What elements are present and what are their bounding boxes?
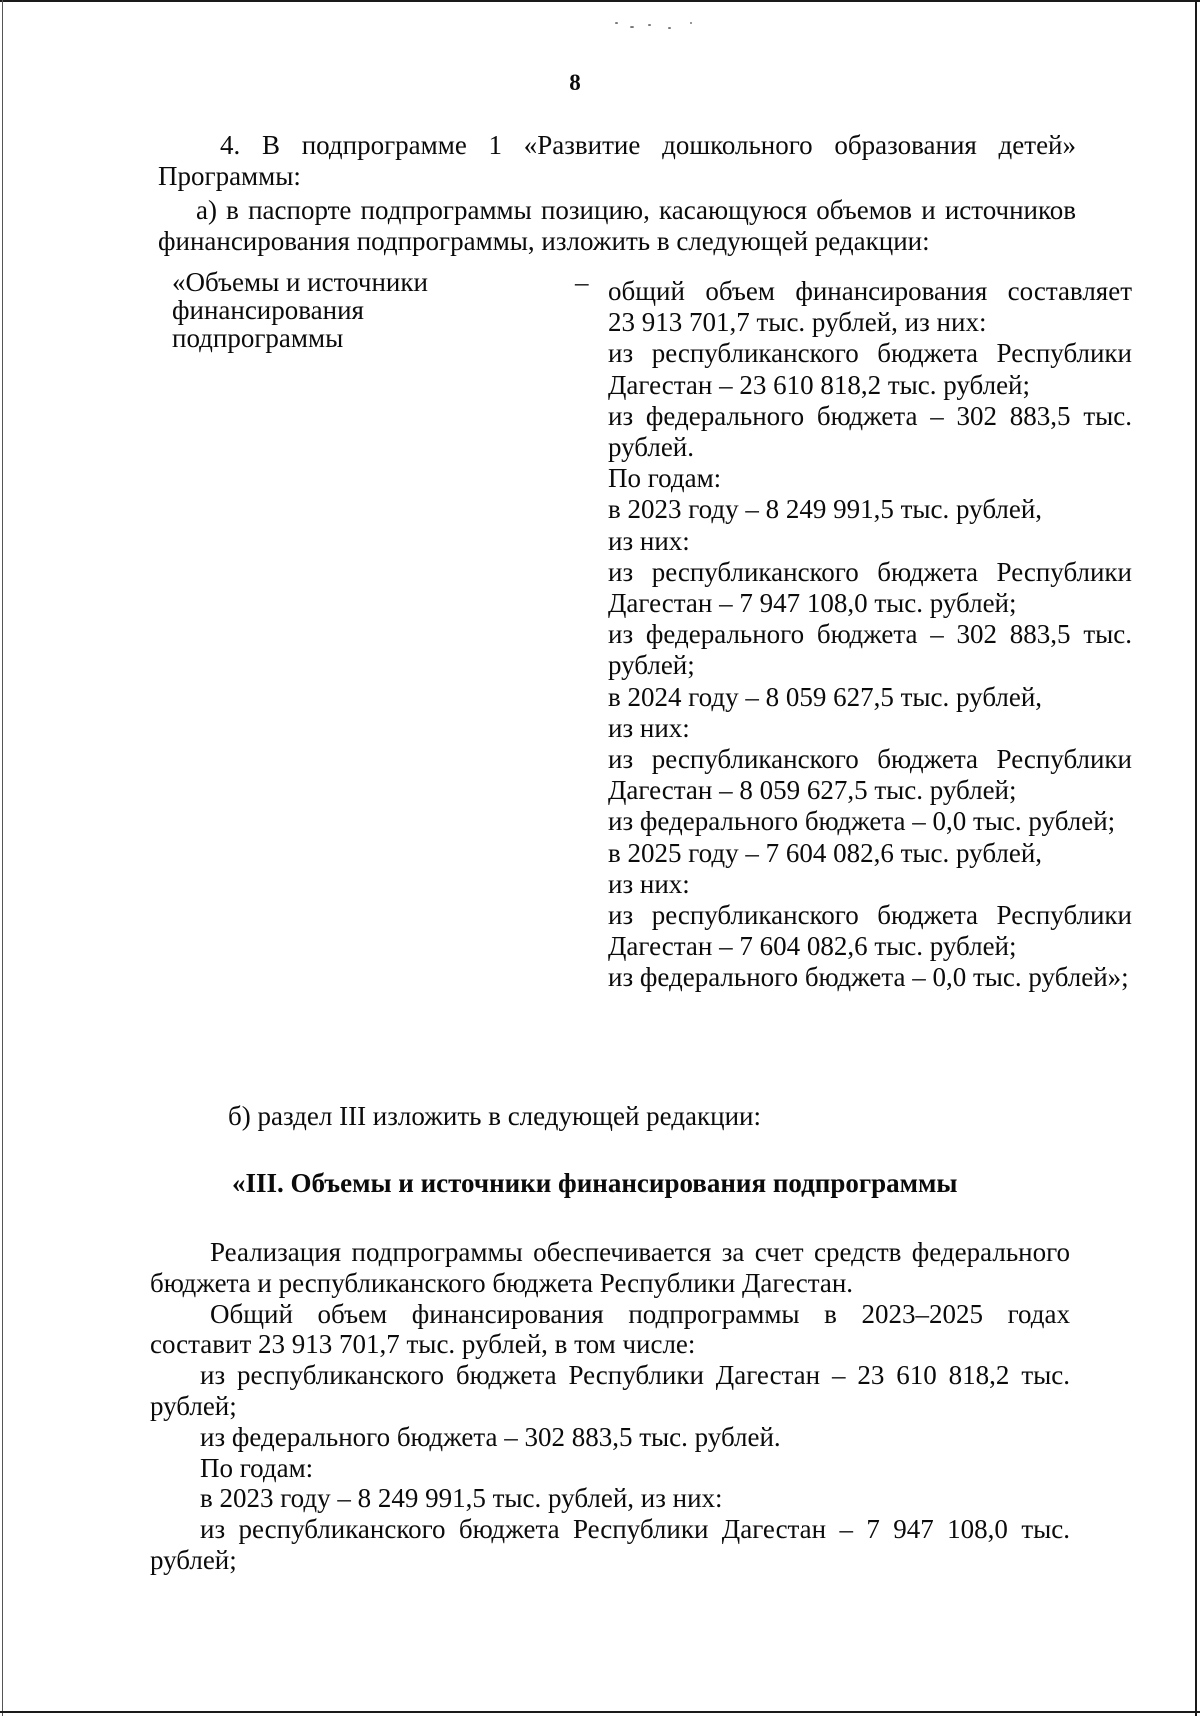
passport-dash: – bbox=[575, 267, 589, 297]
scan-speck bbox=[690, 22, 692, 24]
scan-speck bbox=[630, 26, 634, 28]
scan-speck bbox=[648, 24, 651, 26]
passport-left-label: «Объемы и источники финансирования подпрограммы bbox=[172, 267, 428, 353]
passport-line: Дагестан – 7 604 082,6 тыс. рублей; bbox=[608, 931, 1017, 962]
passport-line: Дагестан – 7 947 108,0 тыс. рублей; bbox=[608, 588, 1017, 619]
scan-speck bbox=[668, 27, 671, 29]
item-a-paragraph: а) в паспорте подпрограммы позицию, касающуюся объемов и источников финансирования подпрограммы, изложить в следующей редакции: bbox=[158, 195, 1076, 256]
passport-line: из республиканского бюджета Республики bbox=[608, 900, 1132, 931]
passport-right-column bbox=[608, 276, 1132, 994]
scan-edge-top bbox=[0, 0, 1200, 2]
passport-line: рублей; bbox=[608, 650, 695, 681]
item-4-paragraph: 4. В подпрограмме 1 «Развитие дошкольного образования детей» Программы: bbox=[158, 130, 1076, 191]
section-paragraph: Общий объем финансирования подпрограммы в 2023–2025 годах составит 23 913 701,7 тыс. рублей, в том числе: bbox=[150, 1298, 1070, 1360]
section-paragraph: в 2023 году – 8 249 991,5 тыс. рублей, из них: bbox=[200, 1483, 723, 1514]
page-number: 8 bbox=[569, 70, 581, 95]
section-paragraph: из республиканского бюджета Республики Дагестан – 7 947 108,0 тыс. рублей; bbox=[150, 1514, 1070, 1575]
passport-line: из них: bbox=[608, 712, 690, 743]
section-paragraph: из республиканского бюджета Республики Дагестан – 23 610 818,2 тыс. рублей; bbox=[150, 1360, 1070, 1421]
passport-line: из федерального бюджета – 302 883,5 тыс. bbox=[608, 619, 1132, 650]
passport-line: Дагестан – 8 059 627,5 тыс. рублей; bbox=[608, 775, 1017, 806]
passport-line: из республиканского бюджета Республики bbox=[608, 556, 1132, 587]
passport-line: в 2023 году – 8 249 991,5 тыс. рублей, bbox=[608, 494, 1043, 525]
passport-line: из федерального бюджета – 0,0 тыс. рублей»; bbox=[608, 962, 1129, 993]
scan-edge-left bbox=[2, 0, 3, 1716]
section-heading: «III. Объемы и источники финансирования подпрограммы bbox=[232, 1168, 958, 1198]
passport-line: По годам: bbox=[608, 463, 722, 494]
passport-line: из федерального бюджета – 0,0 тыс. рублей; bbox=[608, 806, 1116, 837]
section-paragraph: из федерального бюджета – 302 883,5 тыс. рублей. bbox=[200, 1421, 781, 1452]
passport-line: рублей. bbox=[608, 432, 695, 463]
passport-line: из республиканского бюджета Республики bbox=[608, 744, 1132, 775]
passport-line: в 2025 году – 7 604 082,6 тыс. рублей, bbox=[608, 837, 1043, 868]
passport-line: из них: bbox=[608, 868, 690, 899]
passport-line: из федерального бюджета – 302 883,5 тыс. bbox=[608, 400, 1132, 431]
section-body bbox=[150, 1237, 1070, 1576]
intro-block bbox=[158, 130, 1076, 256]
scan-edge-bottom bbox=[0, 1711, 1200, 1713]
passport-line: в 2024 году – 8 059 627,5 тыс. рублей, bbox=[608, 681, 1043, 712]
item-b-paragraph: б) раздел III изложить в следующей редакции: bbox=[228, 1101, 761, 1131]
passport-line: из них: bbox=[608, 525, 690, 556]
section-paragraph: По годам: bbox=[200, 1452, 314, 1483]
passport-line: общий объем финансирования составляет bbox=[608, 276, 1132, 306]
scan-edge-right bbox=[1195, 0, 1197, 1716]
section-paragraph: Реализация подпрограммы обеспечивается за счет средств федерального бюджета и республиканского бюджета Республики Дагестан. bbox=[150, 1237, 1070, 1298]
passport-line: Дагестан – 23 610 818,2 тыс. рублей; bbox=[608, 369, 1031, 400]
passport-line: из республиканского бюджета Республики bbox=[608, 338, 1132, 369]
passport-line: 23 913 701,7 тыс. рублей, из них: bbox=[608, 307, 987, 338]
scan-speck bbox=[615, 22, 618, 24]
